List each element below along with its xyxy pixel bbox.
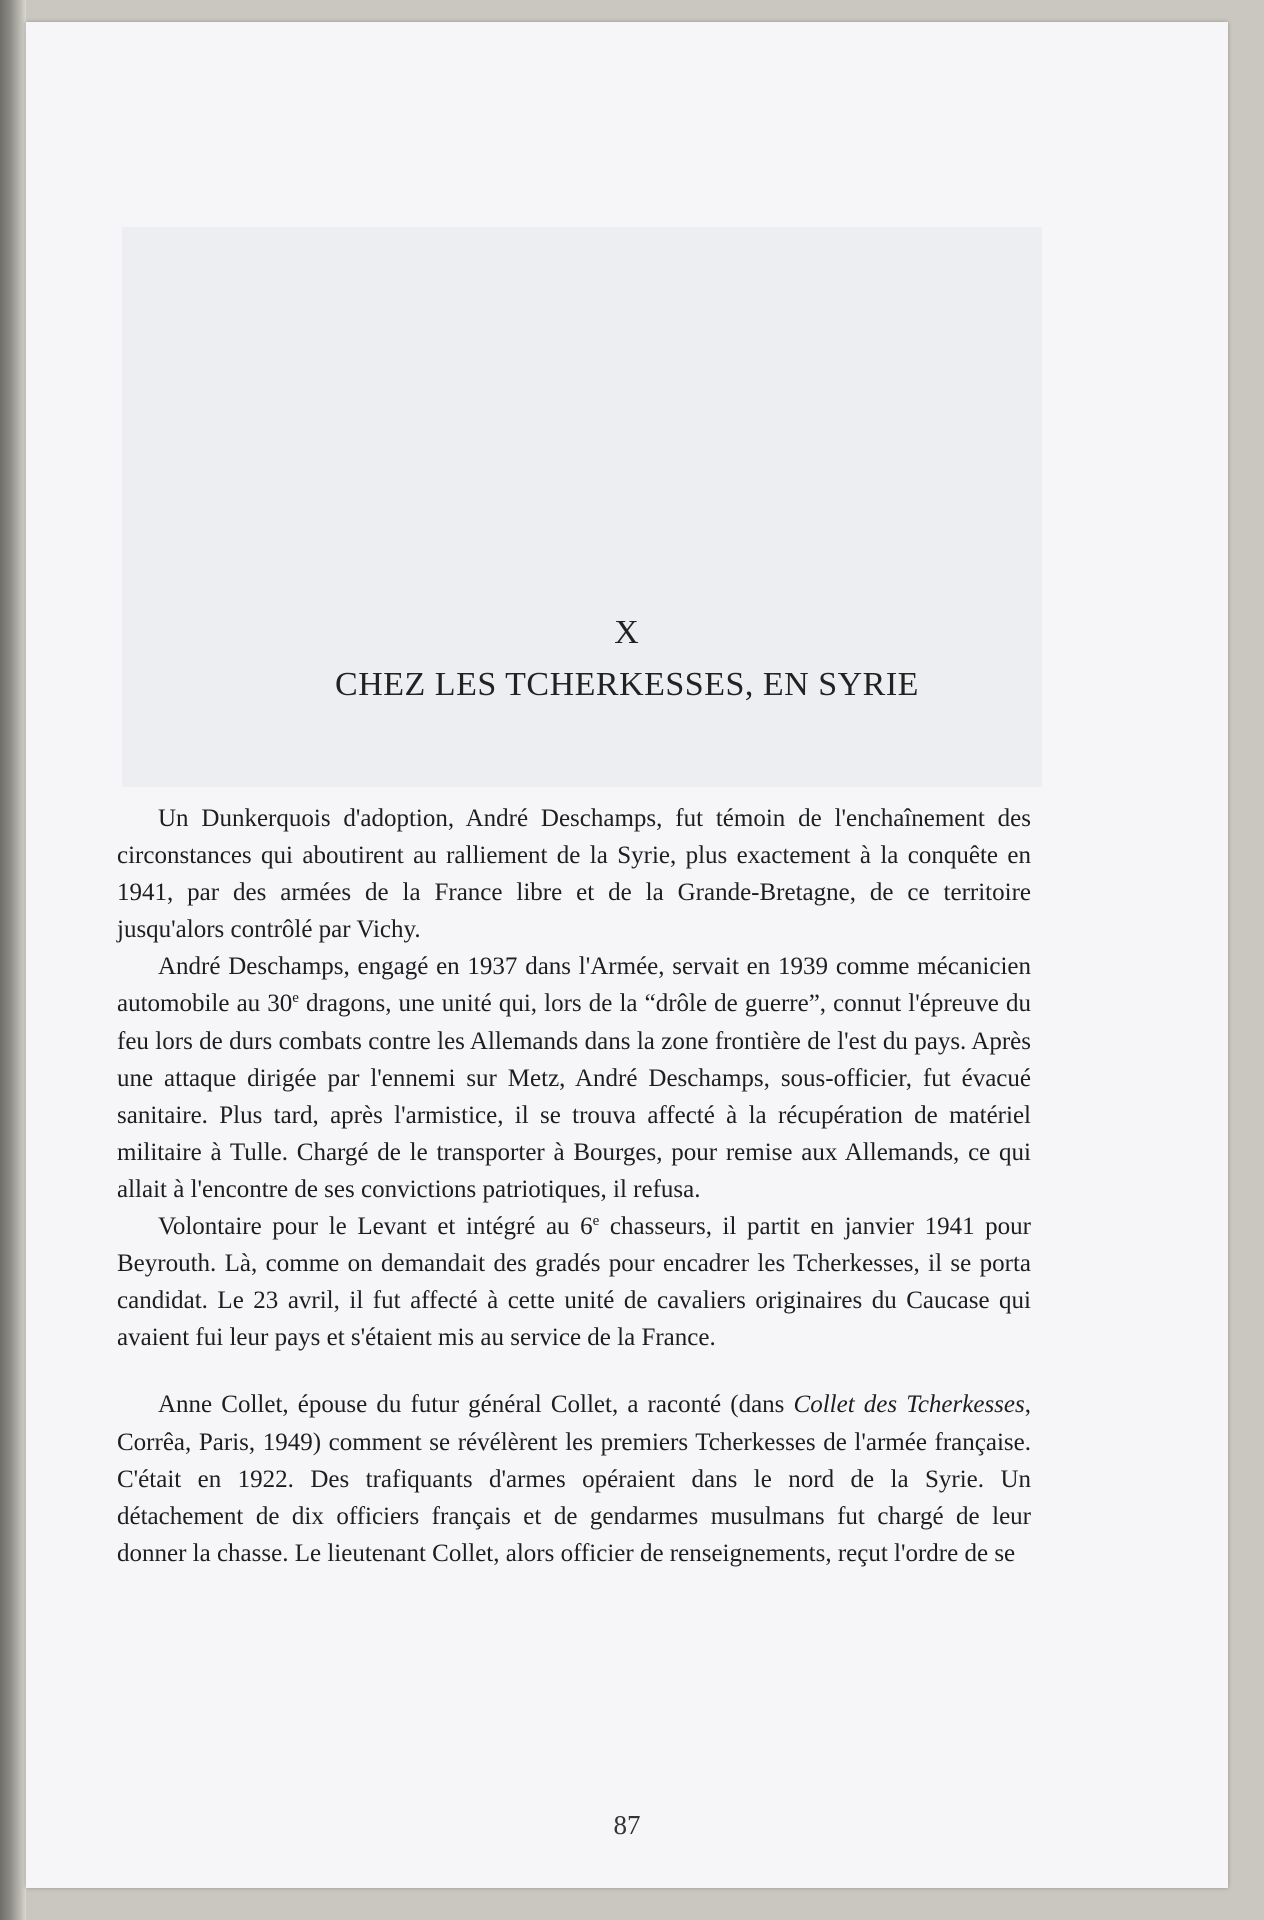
paragraph-4-part-2: , Corrêa, Paris, 1949) comment se révélèrent les premiers Tcherkesses de l'armée française. C'était en 1922. Des trafiquants d'armes opéraient dans le nord de la Syrie. Un détachement de dix officiers français et de gendarmes musulmans fut chargé de leur donner la chasse. Le lieutenant Collet, alors officier de renseignements, reçut l'ordre de se: [117, 1391, 1031, 1567]
superscript-ordinal: e: [592, 1213, 600, 1230]
book-title-italic: Collet des Tcherkesses: [793, 1391, 1025, 1419]
chapter-title: CHEZ LES TCHERKESSES, EN SYRIE: [335, 666, 919, 703]
paragraph-1: Un Dunkerquois d'adoption, André Deschamps, fut témoin de l'enchaînement des circonstances qui aboutirent au ralliement de la Syrie, plus exactement à la conquête en 1941, par des armées de la France libre et de la Grande-Bretagne, de ce territoire jusqu'alors contrôlé par Vichy.: [117, 805, 1031, 944]
paragraph-3-part-2: chasseurs, il partit en janvier 1941 pour Beyrouth. Là, comme on demandait des gradés pour encadrer les Tcherkesses, il se porta candidat. Le 23 avril, il fut affecté à cette unité de cavaliers originaires du Caucase qui avaient fui leur pays et s'étaient mis au service de la France.: [117, 1213, 1031, 1352]
paragraph-4: [117, 1386, 1031, 1571]
book-spine-shadow: [0, 0, 26, 1920]
superscript-ordinal: e: [292, 990, 299, 1007]
page-number: 87: [613, 1810, 641, 1840]
paragraph-3-part-1: Volontaire pour le Levant et intégré au 6: [158, 1213, 593, 1241]
paragraph-4-part-1: Anne Collet, épouse du futur général Collet, a raconté (dans: [158, 1391, 794, 1419]
body-text: [117, 800, 1031, 1572]
paragraph-2-part-1: André Deschamps, engagé en 1937 dans l'Armée, servait en 1939 comme mécanicien automobile au 30: [117, 953, 1031, 1018]
paragraph-2-part-2: dragons, une unité qui, lors de la “drôle de guerre”, connut l'épreuve du feu lors de durs combats contre les Allemands dans la zone frontière de l'est du pays. Après une attaque dirigée par l'ennemi sur Metz, André Deschamps, sous-officier, fut évacué sanitaire. Plus tard, après l'armistice, il se trouva affecté à la récupération de matériel militaire à Tulle. Chargé de le transporter à Bourges, pour remise aux Allemands, ce qui allait à l'encontre de ses convictions patriotiques, il refusa.: [117, 990, 1031, 1203]
chapter-number: X: [614, 614, 640, 651]
paragraph-3: [117, 1208, 1031, 1356]
book-page: [26, 22, 1228, 1888]
paragraph-2: [117, 948, 1031, 1208]
